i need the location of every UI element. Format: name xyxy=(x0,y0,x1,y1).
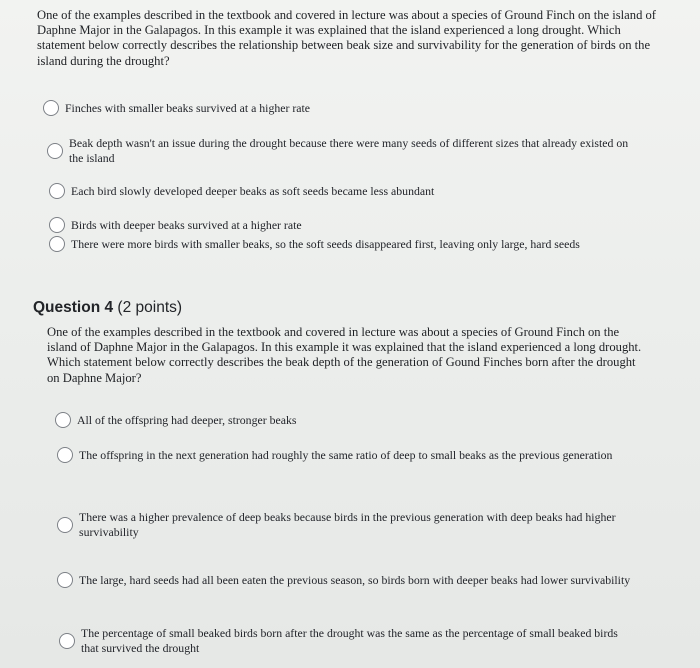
radio-button[interactable] xyxy=(55,412,71,428)
q3-option-3[interactable] xyxy=(49,183,639,199)
radio-button[interactable] xyxy=(57,517,73,533)
question-4-prompt: One of the examples described in the textbook and covered in lecture was about a species of Ground Finch on the island of Daphne Major in the Galapagos. In this example it was explained that the island experienced a long drought. Which statement below correctly describes the beak depth of the generation of Gound Finches born after the drought on Daphne Major? xyxy=(47,325,642,385)
option-label: The offspring in the next generation had roughly the same ratio of deep to small beaks as the previous generation xyxy=(79,447,613,462)
radio-button[interactable] xyxy=(49,183,65,199)
question-4-heading xyxy=(33,299,182,317)
q4-option-2[interactable] xyxy=(57,447,637,463)
option-label: There were more birds with smaller beaks, so the soft seeds disappeared first, leaving only large, hard seeds xyxy=(71,236,580,251)
radio-button[interactable] xyxy=(49,217,65,233)
radio-button[interactable] xyxy=(57,572,73,588)
radio-button[interactable] xyxy=(47,143,63,159)
q4-option-1[interactable] xyxy=(55,412,635,428)
question-points: (2 points) xyxy=(117,299,183,316)
radio-button[interactable] xyxy=(59,633,75,649)
option-label: There was a higher prevalence of deep beaks because birds in the previous generation with deep beaks had higher survivability xyxy=(79,510,616,539)
option-label: The large, hard seeds had all been eaten the previous season, so birds born with deeper beaks had lower survivability xyxy=(79,572,631,587)
question-title: Question 4 xyxy=(33,299,114,316)
option-label: Each bird slowly developed deeper beaks as soft seeds became less abundant xyxy=(71,183,435,198)
radio-button[interactable] xyxy=(57,447,73,463)
radio-button[interactable] xyxy=(49,236,65,252)
option-label: The percentage of small beaked birds born after the drought was the same as the percentage of small beaked birds that survived the drought xyxy=(81,626,618,655)
option-label: Finches with smaller beaks survived at a higher rate xyxy=(65,100,311,115)
radio-button[interactable] xyxy=(43,100,59,116)
q4-option-3[interactable] xyxy=(57,510,637,539)
q3-option-5[interactable] xyxy=(49,236,639,252)
q4-option-4[interactable] xyxy=(57,572,637,588)
q3-option-1[interactable] xyxy=(43,100,643,116)
option-label: Beak depth wasn't an issue during the drought because there were many seeds of different sizes that already existed on the island xyxy=(69,136,629,165)
option-label: All of the offspring had deeper, stronger beaks xyxy=(77,412,297,427)
q3-option-2[interactable] xyxy=(47,136,637,165)
question-3-prompt: One of the examples described in the textbook and covered in lecture was about a species of Ground Finch on the island of Daphne Major in the Galapagos. In this example it was explained that the island experienced a long drought. Which statement below correctly describes the relationship between beak size and survivability for the generation of birds on the island during the drought? xyxy=(37,8,657,68)
q3-option-4[interactable] xyxy=(49,217,639,233)
option-label: Birds with deeper beaks survived at a higher rate xyxy=(71,217,302,232)
q4-option-5[interactable] xyxy=(59,626,639,655)
